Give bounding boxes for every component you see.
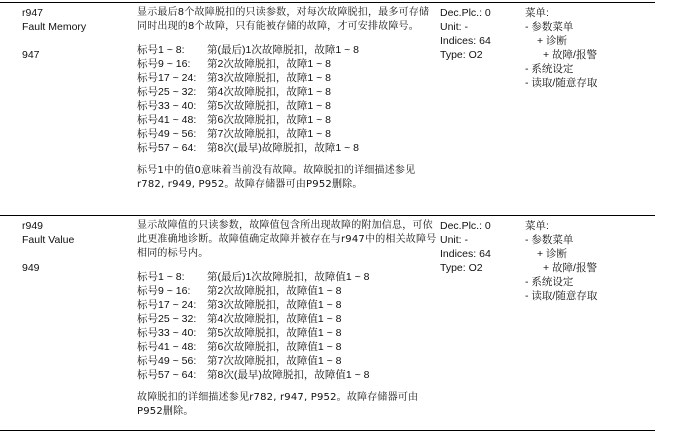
menu-item: + 故障/报警 <box>543 262 597 274</box>
menu-item: - 系统设定 <box>525 63 574 75</box>
index-label: 标号9 ~ 16: <box>137 58 191 70</box>
index-label: 标号57 ~ 64: <box>137 142 197 154</box>
index-row <box>137 312 437 326</box>
parameter-name: Fault Value <box>22 234 75 246</box>
menu-item: + 故障/报警 <box>543 49 597 61</box>
index-label: 标号1 ~ 8: <box>137 44 185 56</box>
menu-title: 菜单: <box>525 7 549 19</box>
table-top-rule <box>0 2 655 3</box>
index-text: 第6次故障脱扣，故障1 ~ 8 <box>207 114 331 126</box>
parameter-attributes-cell <box>440 6 525 62</box>
menu-list <box>525 233 650 303</box>
index-list <box>137 270 437 382</box>
index-text: 第4次故障脱扣，故障值1 ~ 8 <box>207 313 342 325</box>
menu-item: - 系统设定 <box>525 276 574 288</box>
parameter-id-cell <box>22 6 127 62</box>
parameter-name: Fault Memory <box>22 21 87 33</box>
dec-plc: Dec.Plc.: 0 <box>440 7 491 19</box>
parameter-id-cell <box>22 219 127 275</box>
dec-plc: Dec.Plc.: 0 <box>440 220 491 232</box>
menu-item: - 参数菜单 <box>525 234 574 246</box>
index-text: 第2次故障脱扣，故障1 ~ 8 <box>207 58 331 70</box>
parameter-attributes-cell <box>440 219 525 275</box>
parameter-note: 故障脱扣的详细描述参见r782, r947, P952。故障存储器可由P952删除。 <box>137 392 419 417</box>
parameter-menu-cell <box>525 6 650 90</box>
index-text: 第8次(最早)故障脱扣，故障1 ~ 8 <box>207 142 359 154</box>
parameter-number: 947 <box>22 49 40 61</box>
index-label: 标号9 ~ 16: <box>137 285 191 297</box>
parameter-menu-cell <box>525 219 650 303</box>
menu-item: - 读取/随意存取 <box>525 290 598 302</box>
parameter-description-cell <box>137 219 437 419</box>
index-label: 标号25 ~ 32: <box>137 86 197 98</box>
index-text: 第5次故障脱扣，故障值1 ~ 8 <box>207 327 342 339</box>
menu-item: + 诊断 <box>537 248 568 260</box>
unit: Unit: - <box>440 234 469 246</box>
indices-count: Indices: 64 <box>440 248 491 260</box>
index-text: 第(最后)1次故障脱扣，故障1 ~ 8 <box>207 44 359 56</box>
index-label: 标号57 ~ 64: <box>137 369 197 381</box>
menu-item: - 读取/随意存取 <box>525 77 598 89</box>
parameter-note: 标号1中的值0意味着当前没有故障。故障脱扣的详细描述参见r782, r949, P952。故障存储器可由P952删除。 <box>137 165 416 190</box>
menu-item: + 诊断 <box>537 35 568 47</box>
index-label: 标号49 ~ 56: <box>137 128 197 140</box>
index-row <box>137 127 437 141</box>
index-row <box>137 326 437 340</box>
index-label: 标号33 ~ 40: <box>137 100 197 112</box>
index-row <box>137 340 437 354</box>
index-text: 第3次故障脱扣，故障值1 ~ 8 <box>207 299 342 311</box>
index-row <box>137 99 437 113</box>
menu-item: - 参数菜单 <box>525 21 574 33</box>
index-label: 标号41 ~ 48: <box>137 341 197 353</box>
index-row <box>137 368 437 382</box>
table-row-divider <box>0 215 655 216</box>
index-label: 标号49 ~ 56: <box>137 355 197 367</box>
type: Type: O2 <box>440 49 483 61</box>
index-list <box>137 43 437 155</box>
index-label: 标号17 ~ 24: <box>137 72 197 84</box>
table-bottom-rule <box>0 430 655 431</box>
index-text: 第6次故障脱扣，故障值1 ~ 8 <box>207 341 342 353</box>
type: Type: O2 <box>440 262 483 274</box>
index-text: 第5次故障脱扣，故障1 ~ 8 <box>207 100 331 112</box>
index-row <box>137 270 437 284</box>
index-label: 标号33 ~ 40: <box>137 327 197 339</box>
index-row <box>137 43 437 57</box>
parameter-description: 显示最后8个故障脱扣的只读参数，对每次故障脱扣，最多可存储同时出现的8个故障，只有能被存储的故障，才可安排故障号。 <box>137 7 430 32</box>
parameter-id: r949 <box>22 220 44 232</box>
index-text: 第2次故障脱扣，故障值1 ~ 8 <box>207 285 342 297</box>
index-text: 第(最后)1次故障脱扣，故障值1 ~ 8 <box>207 271 370 283</box>
index-row <box>137 298 437 312</box>
index-label: 标号17 ~ 24: <box>137 299 197 311</box>
index-text: 第3次故障脱扣，故障1 ~ 8 <box>207 72 331 84</box>
index-row <box>137 71 437 85</box>
index-row <box>137 57 437 71</box>
index-label: 标号41 ~ 48: <box>137 114 197 126</box>
parameter-number: 949 <box>22 262 40 274</box>
index-text: 第8次(最早)故障脱扣，故障值1 ~ 8 <box>207 369 370 381</box>
menu-title: 菜单: <box>525 220 549 232</box>
index-label: 标号25 ~ 32: <box>137 313 197 325</box>
parameter-id: r947 <box>22 7 44 19</box>
indices-count: Indices: 64 <box>440 35 491 47</box>
index-text: 第4次故障脱扣，故障1 ~ 8 <box>207 86 331 98</box>
index-row <box>137 284 437 298</box>
parameter-description: 显示故障值的只读参数，故障值包含所出现故障的附加信息，可依此更准确地诊断。故障值确定故障并被存在与r947中的相关故障号相同的标号内。 <box>137 220 437 259</box>
menu-list <box>525 20 650 90</box>
index-row <box>137 141 437 155</box>
index-label: 标号1 ~ 8: <box>137 271 185 283</box>
index-row <box>137 113 437 127</box>
index-row <box>137 85 437 99</box>
index-text: 第7次故障脱扣，故障1 ~ 8 <box>207 128 331 140</box>
index-row <box>137 354 437 368</box>
unit: Unit: - <box>440 21 469 33</box>
parameter-description-cell <box>137 6 437 192</box>
index-text: 第7次故障脱扣，故障值1 ~ 8 <box>207 355 342 367</box>
